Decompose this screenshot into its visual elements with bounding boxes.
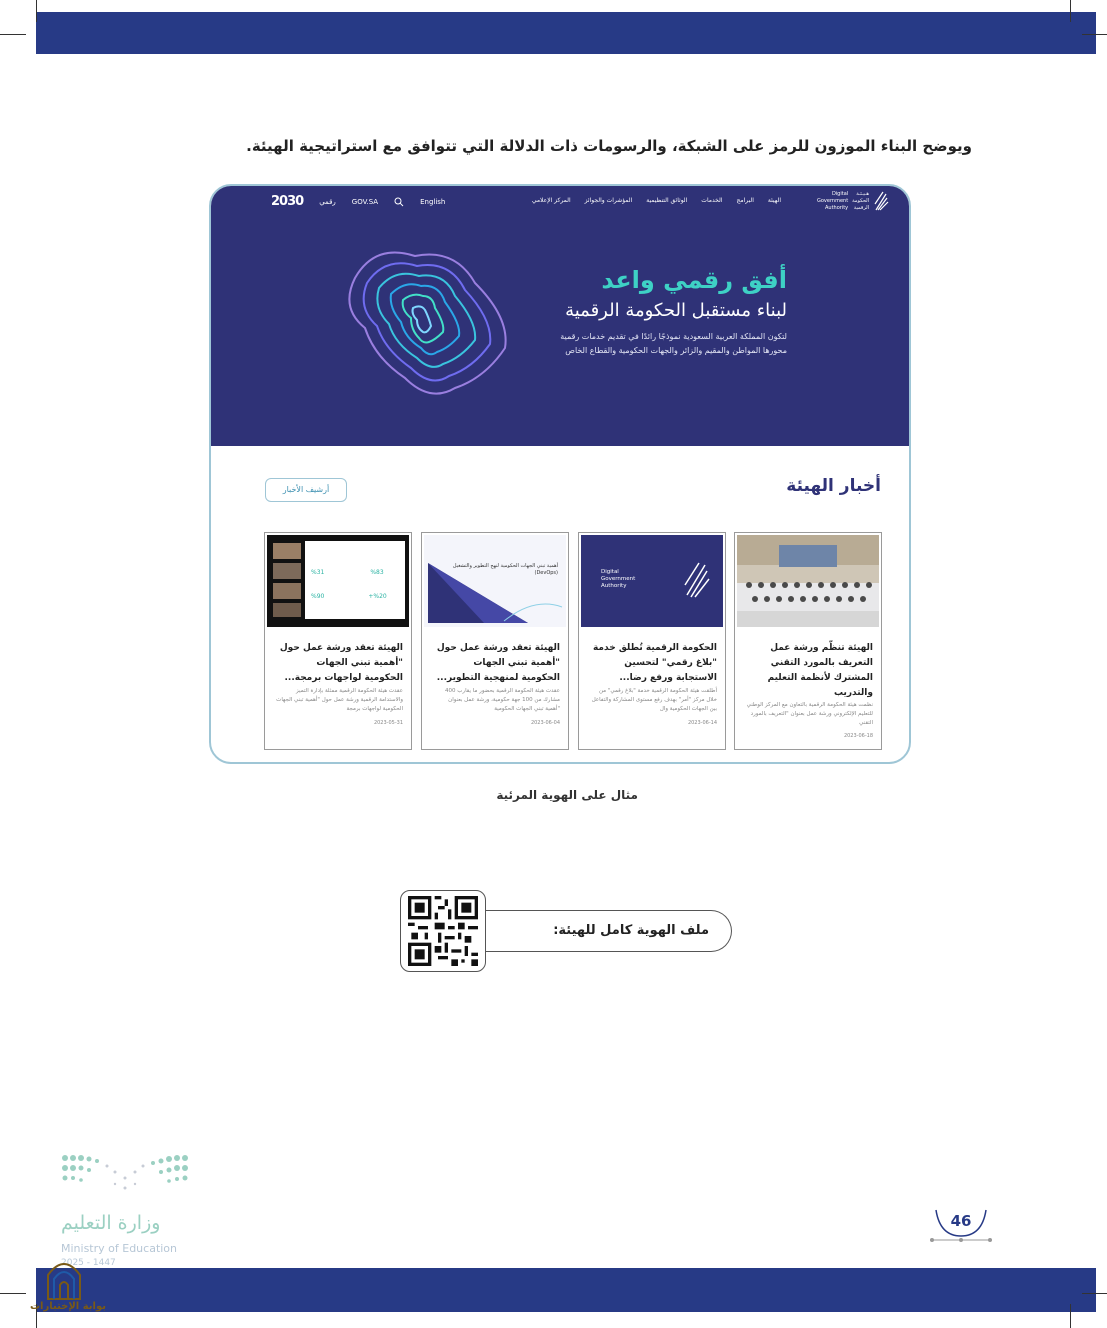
ministry-dots-icon: [55, 1150, 195, 1194]
news-cards: [264, 532, 882, 750]
site-navbar: [211, 186, 909, 218]
top-band: [36, 12, 1096, 54]
devops-slide-image: [424, 535, 566, 627]
crop-mark: [36, 0, 37, 22]
dga-logo: [817, 190, 889, 212]
vision-2030-logo: 2030: [271, 194, 304, 209]
crop-mark: [0, 1293, 26, 1294]
menu-item-media[interactable]: المركز الإعلامي: [531, 197, 571, 204]
english-link[interactable]: English: [420, 197, 446, 206]
card-stats: %31 %83 %90 +%20: [311, 569, 387, 600]
watermark-text: بوابة الإختبارات: [30, 1301, 106, 1312]
news-card[interactable]: [734, 532, 882, 750]
menu-item-documents[interactable]: الوثائق التنظيمية: [646, 197, 688, 204]
hero-subtitle: لبناء مستقبل الحكومة الرقمية: [565, 300, 787, 321]
crop-mark: [1070, 1304, 1071, 1328]
ministry-of-education-logo: [55, 1150, 205, 1270]
mosque-icon: [44, 1255, 84, 1301]
ministry-year: 2025 - 1447: [61, 1258, 116, 1268]
news-card-desc: عقدت هيئة الحكومة الرقمية ممثلة بإدارة التميز والاستدامة الرقمية ورشة عمل حول "أهمية تبني الجهات الحكومية لواجهات برمجة: [276, 688, 403, 712]
news-section-title: أخبار الهيئة: [786, 476, 881, 496]
identity-file-label: ملف الهوية كامل للهيئة:: [553, 923, 709, 938]
intro-paragraph: ويوضح البناء الموزون للرمز على الشبكة، والرسومات ذات الدلالة التي تتوافق مع استراتيجية الهيئة.: [246, 137, 972, 155]
menu-item-indicators[interactable]: المؤشرات والجوائز: [584, 197, 633, 204]
news-card-title: الهيئة تعقد ورشة عمل حول "أهمية تبني الجهات الحكومية لمنهجية التطوير...: [436, 643, 560, 683]
news-card-date: 2023-06-14: [687, 720, 717, 726]
menu-item-authority[interactable]: الهيئة: [767, 197, 781, 204]
ministry-name-en: Ministry of Education: [61, 1242, 178, 1255]
bottom-band: [36, 1268, 1096, 1312]
qr-code-box[interactable]: [400, 890, 486, 972]
card-logo-text: Digital Government Authority: [601, 569, 636, 589]
news-card-desc: أطلقت هيئة الحكومة الرقمية خدمة "بلاغ رقمي" من خلال مركز "أمر" بهدف رفع مستوى المشاركة والتفاعل بين الجهات الحكومية وال: [591, 688, 717, 712]
logo-en-text: Digital Government Authority: [816, 190, 849, 211]
watermark-logo: [30, 1255, 106, 1317]
page-number: 46: [950, 1212, 972, 1230]
figure-caption: مثال على الهوية المرئية: [496, 788, 638, 802]
saudi-map-graphic: [335, 238, 520, 403]
gov-sa-link[interactable]: GOV.SA: [351, 197, 379, 206]
hero-text: لتكون المملكة العربية السعودية نموذجًا رائدًا في تقديم خدمات رقمية محورها المواطن والمقيم والزائر والجهات الحكومية والقطاع الخاص: [560, 332, 787, 355]
menu-item-programs[interactable]: البرامج: [736, 197, 754, 204]
crop-mark: [1082, 1293, 1107, 1294]
news-card[interactable]: [264, 532, 412, 750]
page-number-badge: [930, 1206, 992, 1242]
dga-logo-icon: [873, 190, 889, 212]
hero-title: أفق رقمي واعد: [601, 266, 787, 294]
menu-item-services[interactable]: الخدمات: [701, 197, 723, 204]
qr-code-icon: [408, 896, 478, 966]
identity-file-label-box: [486, 910, 732, 952]
news-card-title: الحكومة الرقمية تُطلق خدمة "بلاغ رقمي" لتحسين الاستجابة ورفع رضا...: [592, 643, 717, 683]
crop-mark: [1082, 34, 1107, 35]
news-archive-button[interactable]: أرشيف الأخبار: [265, 478, 347, 502]
news-card-desc: نظمت هيئة الحكومة الرقمية بالتعاون مع المركز الوطني للتعليم الإلكتروني ورشة عمل بعنوان "التعريف بالمورد التقني: [746, 702, 873, 726]
group-photo-image: [737, 535, 879, 627]
navbar-left: [271, 194, 445, 209]
news-card-date: 2023-05-31: [373, 720, 403, 726]
logo-ar-text: هـيـئـة الحكومة الرقمية: [852, 190, 869, 211]
news-card-title: الهيئة تنظّم ورشة عمل التعريف بالمورد التقني المشترك لأنظمة التعليم والتدريب: [767, 643, 873, 698]
site-menu: [532, 197, 781, 204]
crop-mark: [0, 34, 26, 35]
hero-banner: [211, 218, 909, 446]
search-icon[interactable]: [394, 197, 404, 207]
raqmi-link[interactable]: رقمي: [319, 197, 336, 206]
website-screenshot: [209, 184, 911, 764]
news-card-date: 2023-06-04: [530, 720, 560, 726]
news-card-title: الهيئة تعقد ورشة عمل حول "أهمية تبني الجهات الحكومية لواجهات برمجة...: [279, 643, 403, 683]
news-card-desc: عقدت هيئة الحكومة الرقمية بحضور ما يقارب 400 مشارك من 100 جهة حكومية، ورشة عمل بعنوان "أهمية تبني الجهات الحكومية: [444, 688, 560, 712]
news-card[interactable]: [578, 532, 726, 750]
ministry-name-ar: وزارة التعليم: [61, 1212, 161, 1234]
news-card-date: 2023-06-18: [843, 733, 873, 739]
card-slide-heading: أهمية تبني الجهات الحكومية لنهج التطوير والتشغيل (DevOps): [452, 563, 558, 576]
crop-mark: [1070, 0, 1071, 22]
news-card[interactable]: [421, 532, 569, 750]
